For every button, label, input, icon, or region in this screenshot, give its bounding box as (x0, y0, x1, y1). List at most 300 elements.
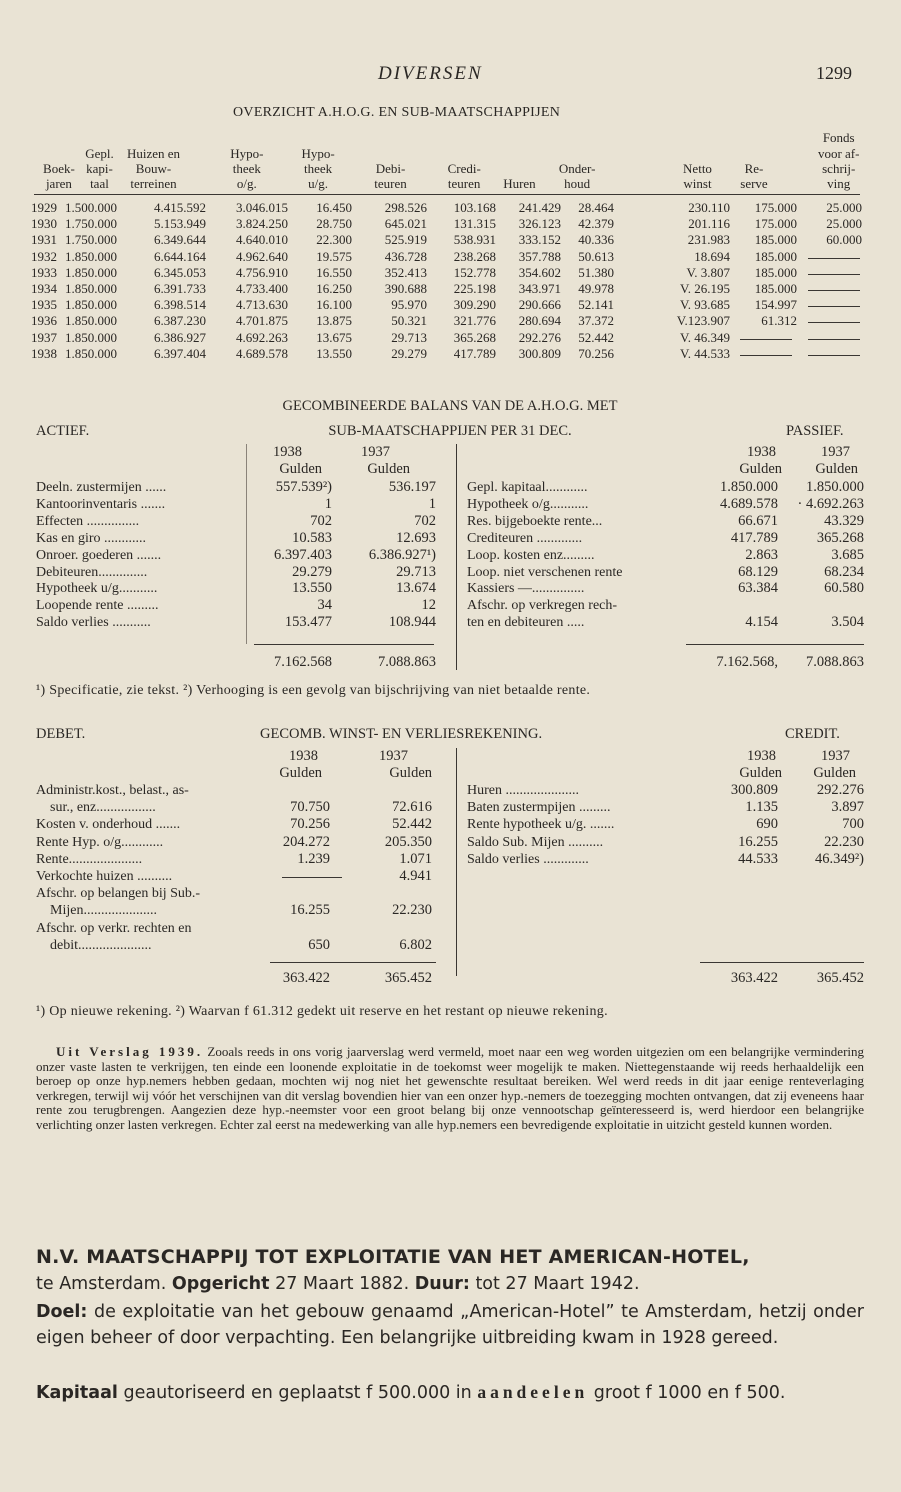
overview-cell: 357.788 (518, 248, 561, 264)
overview-cell: 131.315 (453, 216, 496, 232)
pnl-left-label-cell: Verkochte huizen .......... (36, 869, 173, 884)
overview-header-cell: winst (683, 176, 712, 191)
pnl-right-value-1938: 1.135 (745, 799, 778, 816)
pnl-left-total-1938: 363.422 (282, 970, 330, 986)
capital-label: Kapitaal (36, 1383, 118, 1403)
page-number: 1299 (816, 63, 852, 83)
overview-cell: 1.850.000 (65, 297, 117, 313)
overview-cell: 1934 (31, 281, 57, 296)
pnl-center-divider (456, 748, 457, 976)
goal-text: de exploitatie van het gebouw genaamd „American-Hotel” te Amsterdam, hetzij onder eigen beheer of door verpachting. Een belangrijke uitbreiding kwam in 1928 gereed. (36, 1302, 864, 1348)
overview-cell: 1933 (31, 264, 57, 280)
capital-shares-label: aandeelen (477, 1382, 589, 1402)
pnl-right-value-1938: 44.533 (738, 850, 778, 867)
balance-left-label-cell: Kas en giro ............ (36, 530, 147, 546)
balance-left-year-2: 1937 (361, 444, 390, 460)
report-text: Zooals reeds in ons vorig jaarverslag werd vermeld, moet naar een weg worden uitgezien om een belangrijke vermindering onzer vaste lasten te verkrijgen, ten einde een loonende exploitatie in de toekomst weer mogelijk te maken. Niettegenstaande wij reeds herhaaldelijk een beroep op onze hyp.nemers hebben gedaan, mochten wij nog niet het gewenschte resultaat bereiken. Wel werd reeds in dit jaar eenige renteverlaging verkregen, terwijl wij vóór het verschijnen van dit verslag bovendien hier van een onzer hyp.-nemers de toezegging mochten ontvangen, dat zij eveneens haar rente zou terugbrengen. Aangezien deze hyp.-neemster voor een groot belang bij onze vennootschap geïnteresseerd is, werd hierdoor een belangrijke verlichting onzer lasten verkregen. Echter zal eerst na medewerking van alle hyp.nemers een bevredigende exploitatie in uitzicht gesteld kunnen worden. (36, 1044, 865, 1132)
balance-left-value-1938: 1 (324, 495, 332, 512)
overview-cell: 4.692.263 (236, 329, 288, 345)
balance-title-1: GECOMBINEERDE BALANS VAN DE A.H.O.G. MET (282, 398, 618, 414)
overview-cell: 354.602 (518, 264, 561, 280)
balance-left-label-cell: Loopende rente ......... (36, 598, 159, 614)
overview-header-cell: serve (740, 176, 768, 191)
overview-cell: 201.116 (688, 216, 730, 232)
overview-cell: 1.850.000 (65, 248, 117, 264)
overview-cell: 436.728 (384, 248, 427, 264)
overview-cell: 352.413 (384, 264, 427, 280)
pnl-left-total-1937: 365.452 (384, 970, 432, 986)
overview-cell: 1.750.000 (65, 232, 117, 248)
overview-cell: 4.733.400 (236, 281, 288, 296)
overview-cell: 6.386.927 (154, 329, 206, 345)
overview-header-cell: Debi- (375, 160, 406, 176)
balance-right-label-cell: Hypotheek o/g........... (467, 496, 589, 512)
overview-cell: 4.713.630 (236, 297, 288, 313)
overview-cell: 40.336 (578, 232, 614, 248)
pnl-right-value-1937: 3.897 (831, 799, 864, 816)
overview-cell: 13.875 (316, 313, 352, 329)
overview-header-cell: Huizen en (126, 145, 181, 161)
overview-header-cell: theek (232, 160, 261, 176)
pnl-left-value-1938: 70.750 (290, 799, 330, 816)
pnl-left-value-1938: 204.272 (282, 833, 330, 850)
overview-cell: 175.000 (754, 200, 797, 215)
pnl-right-total-1938: 363.422 (730, 970, 778, 986)
overview-cell: 390.688 (384, 281, 427, 296)
overview-cell: 52.442 (578, 329, 614, 345)
overview-cell: 25.000 (826, 200, 862, 215)
overview-empty-dash (808, 322, 860, 323)
duration-label: Duur: (414, 1274, 470, 1294)
overview-cell: 16.100 (316, 297, 352, 313)
balance-right-label-cell: Afschr. op verkregen rech- (467, 598, 618, 614)
pnl-left-label-cell: debit..................... (50, 937, 152, 953)
goal-paragraph (36, 1299, 864, 1351)
pnl-right-value-1938: 300.809 (730, 782, 778, 798)
overview-cell: 290.666 (518, 297, 561, 313)
balance-left-value-1937: 29.713 (396, 563, 436, 580)
pnl-right-label-cell: Baten zustermpijen ......... (467, 800, 611, 816)
pnl-title: GECOMB. WINST- EN VERLIESREKENING. (260, 726, 543, 742)
overview-cell: 29.279 (391, 345, 427, 361)
overview-cell: 16.250 (316, 281, 352, 296)
pnl-left-value-1937: 6.802 (399, 936, 432, 953)
pnl-right-label: CREDIT. (785, 726, 840, 742)
overview-header-cell: voor af- (817, 145, 860, 161)
overview-header-cell: jaren (45, 176, 72, 191)
balance-left-value-1938: 153.477 (284, 614, 332, 631)
pnl-left-year-2: 1937 (379, 748, 408, 764)
balance-right-label-cell: Loop. niet verschenen rente (467, 564, 623, 580)
overview-header-cell: Netto (683, 160, 712, 176)
overview-cell: 538.931 (453, 232, 496, 248)
overview-cell: 22.300 (316, 232, 352, 248)
balance-right-value-1937: 68.234 (824, 563, 864, 580)
pnl-left-label-cell: Administr.kost., belast., as- (36, 783, 189, 798)
overview-cell: V. 44.533 (680, 345, 730, 361)
balance-left-value-1937: 13.674 (396, 580, 436, 597)
overview-header-cell: taal (90, 176, 109, 191)
company-info-line (36, 1271, 640, 1297)
balance-right-value-1937: · 4.692.263 (797, 495, 864, 512)
pnl-left-value-1937: 205.350 (384, 833, 432, 850)
overview-header-cell: u/g. (308, 176, 328, 191)
overview-cell: 60.000 (826, 232, 862, 248)
overview-cell: 298.526 (384, 200, 427, 215)
balance-left-value-1937: 12 (421, 597, 436, 614)
overview-header-rule (34, 194, 860, 195)
overview-cell: 50.321 (391, 313, 427, 329)
overview-cell: 4.640.010 (236, 232, 288, 248)
balance-right-year-2: 1937 (821, 444, 850, 460)
balance-left-value-1937: 6.386.927¹) (368, 546, 436, 563)
balance-left-label-cell: Hypotheek u/g........... (36, 581, 158, 597)
overview-cell: 51.380 (578, 264, 614, 280)
overview-cell: 6.398.514 (154, 297, 206, 313)
overview-cell: 292.276 (518, 329, 561, 345)
pnl-right-value-1937: 292.276 (816, 782, 864, 798)
overview-cell: 61.312 (761, 313, 797, 329)
overview-cell: 52.141 (578, 297, 614, 313)
overview-header-cell: kapi- (86, 160, 113, 176)
overview-cell: 280.694 (518, 313, 561, 329)
balance-center-divider (456, 444, 457, 670)
balance-left-total-rule (254, 644, 434, 645)
overview-cell: 4.689.578 (236, 345, 288, 361)
overview-cell: 175.000 (754, 216, 797, 232)
pnl-left-unit-2: Gulden (389, 765, 432, 781)
balance-left-value-1938: 34 (317, 597, 332, 614)
pnl-right-value-1937: 700 (842, 816, 864, 833)
balance-left-label-cell: Effecten ............... (36, 513, 140, 529)
balance-left-value-1937: 1 (428, 495, 436, 512)
overview-cell: 185.000 (754, 264, 797, 280)
balance-right-unit-1: Gulden (739, 461, 782, 477)
section-title: DIVERSEN (378, 63, 483, 84)
balance-right-total-1938: 7.162.568, (716, 654, 778, 670)
pnl-right-total-rule (700, 962, 864, 963)
overview-cell: 365.268 (453, 329, 496, 345)
balance-left-value-1938: 13.550 (292, 580, 332, 597)
balance-right-value-1938: 1.850.000 (720, 479, 778, 495)
overview-header-cell: ving (827, 176, 851, 191)
overview-empty-dash (808, 290, 860, 291)
balance-left-unit-2: Gulden (367, 461, 410, 477)
balance-right-total-rule (686, 644, 864, 645)
overview-header-cell: Re- (744, 160, 764, 176)
overview-cell: 1935 (31, 297, 57, 313)
balance-right-label: PASSIEF. (786, 423, 844, 439)
pnl-left-total-rule (270, 962, 436, 963)
balance-left-label-cell: Kantoorinventaris ....... (36, 496, 166, 512)
overview-cell: 28.464 (578, 200, 614, 215)
capital-text-2: groot f 1000 en f 500. (593, 1383, 786, 1403)
capital-paragraph (36, 1379, 864, 1406)
pnl-right-value-1937: 46.349²) (814, 850, 864, 867)
duration-date: tot 27 Maart 1942. (475, 1274, 640, 1294)
pnl-left-label: DEBET. (36, 726, 86, 742)
capital-amount: f 500.000 in (366, 1383, 472, 1403)
overview-header-cell: o/g. (236, 176, 257, 191)
overview-cell: 231.983 (687, 232, 730, 248)
balance-right-value-1937: 365.268 (816, 529, 864, 546)
overview-empty-dash (808, 258, 860, 259)
pnl-left-label-cell: Kosten v. onderhoud ....... (36, 817, 181, 833)
overview-cell: V.123.907 (676, 313, 730, 329)
pnl-right-value-1937: 22.230 (824, 833, 864, 850)
balance-left-label-cell: Onroer. goederen ....... (36, 547, 162, 563)
balance-left-value-1938: 29.279 (292, 563, 332, 580)
balance-title-2: SUB-MAATSCHAPPIJEN PER 31 DEC. (328, 423, 572, 439)
balance-right-value-1938: 68.129 (738, 563, 778, 580)
balance-right-value-1938: 4.689.578 (720, 495, 778, 512)
overview-cell: 1.850.000 (65, 345, 117, 361)
overview-cell: 152.778 (453, 264, 496, 280)
overview-cell: 185.000 (754, 232, 797, 248)
overview-cell: 1.850.000 (65, 313, 117, 329)
overview-cell: 1937 (31, 329, 57, 345)
pnl-left-label-cell: sur., enz................. (50, 800, 156, 816)
overview-cell: 13.675 (316, 329, 352, 345)
overview-cell: 4.415.592 (154, 200, 206, 215)
overview-cell: 6.391.733 (154, 281, 206, 296)
overview-header-cell: Hypo- (230, 145, 264, 161)
overview-cell: 95.970 (391, 297, 427, 313)
overview-cell: 19.575 (316, 248, 352, 264)
balance-left-value-1938: 557.539²) (275, 479, 332, 495)
overview-header-cell: Gepl. (85, 145, 114, 161)
pnl-right-label-cell: Huren ..................... (467, 783, 579, 798)
overview-cell: 4.756.910 (236, 264, 288, 280)
pnl-right-label-cell: Saldo Sub. Mijen .......... (467, 834, 604, 850)
pnl-right-total-1937: 365.452 (816, 970, 864, 986)
overview-cell: 1938 (31, 345, 57, 361)
overview-cell: 6.349.644 (154, 232, 206, 248)
overview-cell: V. 26.195 (680, 281, 730, 296)
overview-cell: 6.644.164 (154, 248, 206, 264)
pnl-right-label-cell: Saldo verlies ............. (467, 851, 589, 867)
overview-cell: 1.850.000 (65, 264, 117, 280)
overview-cell: 185.000 (754, 281, 797, 296)
overview-cell: 241.429 (518, 200, 561, 215)
balance-right-value-1938: 4.154 (745, 614, 778, 631)
pnl-left-label-cell: Rente..................... (36, 851, 143, 867)
overview-cell: 70.256 (578, 345, 614, 361)
overview-header-cell: Hypo- (301, 145, 335, 161)
overview-cell: 645.021 (384, 216, 427, 232)
balance-footnote: ¹) Specificatie, zie tekst. ²) Verhooging is een gevolg van bijschrijving van niet betaalde rente. (36, 683, 591, 698)
pnl-right-year-1: 1938 (747, 748, 776, 764)
pnl-right-value-1938: 16.255 (738, 833, 778, 850)
balance-left-label-cell: Deeln. zustermijen ...... (36, 480, 167, 495)
balance-right-value-1937: 3.685 (831, 546, 864, 563)
balance-right-label-cell: ten en debiteuren ..... (467, 615, 585, 631)
company-name: N.V. MAATSCHAPPIJ TOT EXPLOITATIE VAN HET AMERICAN-HOTEL, (36, 1246, 750, 1268)
overview-header-cell: houd (564, 176, 591, 191)
balance-right-unit-2: Gulden (815, 461, 858, 477)
overview-header-cell: Boek- (43, 160, 75, 176)
balance-right-label-cell: Loop. kosten enz......... (467, 547, 595, 563)
pnl-right-year-2: 1937 (821, 748, 850, 764)
balance-left-value-1937: 702 (414, 512, 436, 529)
overview-cell: 25.000 (826, 216, 862, 232)
overview-cell: 37.372 (578, 313, 614, 329)
overview-empty-dash (740, 339, 792, 340)
overview-cell: 1.500.000 (65, 200, 117, 215)
pnl-left-value-1938: 16.255 (290, 902, 330, 919)
overview-cell: 6.345.053 (154, 264, 206, 280)
overview-cell: 1931 (31, 232, 57, 248)
pnl-left-value-1938: 70.256 (290, 816, 330, 833)
report-paragraph (36, 1045, 864, 1133)
overview-header-cell: teuren (374, 176, 407, 191)
overview-cell: 309.290 (453, 297, 496, 313)
overview-header-cell: Huren (503, 176, 536, 191)
overview-cell: 1932 (31, 248, 57, 264)
overview-cell: 333.152 (518, 232, 561, 248)
overview-cell: 3.824.250 (236, 216, 288, 232)
pnl-left-value-1937: 52.442 (392, 816, 432, 833)
overview-empty-dash (808, 306, 860, 307)
pnl-left-value-1937: 1.071 (399, 850, 432, 867)
overview-cell: 29.713 (391, 329, 427, 345)
balance-right-label-cell: Kassiers —............... (467, 581, 585, 597)
overview-cell: 1930 (31, 216, 57, 232)
balance-left-value-1937: 108.944 (388, 614, 436, 631)
company-location: te Amsterdam. (36, 1274, 167, 1294)
overview-empty-dash (808, 274, 860, 275)
balance-left-year-1: 1938 (273, 444, 302, 460)
balance-right-value-1937: 43.329 (824, 512, 864, 529)
overview-title: OVERZICHT A.H.O.G. EN SUB-MAATSCHAPPIJEN (233, 105, 561, 120)
pnl-left-value-1937: 22.230 (392, 902, 432, 919)
pnl-left-unit-1: Gulden (279, 765, 322, 781)
overview-cell: 50.613 (578, 248, 614, 264)
balance-right-value-1938: 417.789 (730, 529, 778, 546)
overview-cell: 49.978 (578, 281, 614, 296)
overview-cell: 16.550 (316, 264, 352, 280)
balance-right-label-cell: Crediteuren ............. (467, 530, 583, 546)
overview-cell: 326.123 (518, 216, 561, 232)
balance-left-unit-1: Gulden (279, 461, 322, 477)
founded-label: Opgericht (171, 1274, 270, 1294)
overview-header-cell: schrij- (822, 160, 856, 176)
pnl-right-unit-2: Gulden (813, 765, 856, 781)
founded-date: 27 Maart 1882. (275, 1274, 410, 1294)
balance-right-value-1937: 3.504 (831, 614, 864, 631)
balance-right-value-1938: 2.863 (745, 546, 778, 563)
pnl-left-year-1: 1938 (289, 748, 318, 764)
balance-left-label-cell: Debiteuren.............. (36, 564, 148, 580)
overview-cell: 1936 (31, 313, 57, 329)
pnl-footnote: ¹) Op nieuwe rekening. ²) Waarvan f 61.312 gedekt uit reserve en het restant op nieuwe rekening. (36, 1004, 608, 1019)
pnl-right-unit-1: Gulden (739, 765, 782, 781)
overview-empty-dash (808, 355, 860, 356)
overview-cell: 42.379 (578, 216, 614, 232)
balance-left-value-1937: 536.197 (388, 479, 436, 495)
overview-header-cell: Credi- (447, 160, 481, 176)
balance-left-value-1938: 10.583 (292, 529, 332, 546)
overview-header-cell: terreinen (130, 176, 177, 191)
overview-header-cell: Bouw- (135, 160, 172, 176)
pnl-left-label-cell: Rente Hyp. o/g............ (36, 834, 164, 850)
balance-left-value-1938: 6.397.403 (274, 546, 332, 563)
pnl-left-value-1938: 650 (308, 936, 330, 953)
balance-right-value-1937: 1.850.000 (806, 479, 864, 495)
pnl-left-value-1937: 72.616 (392, 799, 432, 816)
overview-header-cell: Onder- (558, 160, 596, 176)
overview-cell: 225.198 (453, 281, 496, 296)
overview-cell: 1.850.000 (65, 281, 117, 296)
pnl-right-label-cell: Rente hypotheek u/g. ....... (467, 817, 615, 833)
overview-cell: 238.268 (453, 248, 496, 264)
balance-right-value-1938: 66.671 (738, 512, 778, 529)
overview-cell: 300.809 (518, 345, 561, 361)
balance-right-label-cell: Res. bijgeboekte rente... (467, 513, 603, 529)
overview-cell: 1929 (31, 200, 57, 215)
overview-cell: 4.962.640 (236, 248, 288, 264)
overview-cell: 321.776 (453, 313, 496, 329)
overview-cell: 154.997 (754, 297, 797, 313)
overview-cell: 6.397.404 (154, 345, 206, 361)
overview-header-cell: teuren (447, 176, 481, 191)
overview-header-cell: theek (303, 160, 333, 176)
balance-left-value-1938: 702 (310, 512, 332, 529)
pnl-left-value-1937: 4.941 (399, 868, 432, 884)
overview-cell: 6.387.230 (154, 313, 206, 329)
pnl-left-label-cell: Afschr. op belangen bij Sub.- (36, 886, 201, 902)
balance-left-value-1937: 12.693 (396, 529, 436, 546)
balance-right-total-1937: 7.088.863 (806, 654, 864, 670)
overview-cell: 1.750.000 (65, 216, 117, 232)
overview-cell: 4.701.875 (236, 313, 288, 329)
balance-right-label-cell: Gepl. kapitaal............ (467, 480, 588, 495)
balance-right-year-1: 1938 (747, 444, 776, 460)
overview-empty-dash (808, 339, 860, 340)
balance-left-total-1938: 7.162.568 (274, 654, 332, 670)
pnl-left-value-1938: 1.239 (297, 850, 330, 867)
overview-header-cell: Fonds (822, 130, 855, 146)
overview-empty-dash (740, 355, 792, 356)
capital-text-1: geautoriseerd en geplaatst (123, 1383, 361, 1403)
balance-left-label-cell: Saldo verlies ........... (36, 615, 151, 631)
overview-cell: 5.153.949 (154, 216, 206, 232)
overview-cell: 16.450 (316, 200, 352, 215)
overview-cell: 343.971 (518, 281, 561, 296)
overview-cell: V. 46.349 (680, 329, 730, 345)
overview-cell: 1.850.000 (65, 329, 117, 345)
overview-cell: V. 93.685 (680, 297, 730, 313)
overview-cell: 525.919 (384, 232, 427, 248)
overview-cell: 28.750 (316, 216, 352, 232)
pnl-left-label-cell: Mijen..................... (50, 903, 157, 919)
goal-label: Doel: (36, 1302, 88, 1322)
pnl-left-label-cell: Afschr. op verkr. rechten en (36, 920, 192, 936)
balance-right-value-1937: 60.580 (824, 580, 864, 597)
pnl-right-value-1938: 690 (756, 816, 778, 833)
overview-cell: 103.168 (453, 200, 496, 215)
overview-cell: 18.694 (694, 248, 730, 264)
overview-cell: 13.550 (316, 345, 352, 361)
overview-cell: 3.046.015 (236, 200, 288, 215)
balance-left-label: ACTIEF. (36, 423, 90, 439)
overview-cell: 417.789 (453, 345, 496, 361)
overview-cell: 230.110 (688, 200, 730, 215)
overview-cell: 185.000 (754, 248, 797, 264)
balance-left-total-1937: 7.088.863 (378, 654, 436, 670)
overview-cell: V. 3.807 (686, 264, 730, 280)
report-label: Uit Verslag 1939. (56, 1044, 204, 1059)
